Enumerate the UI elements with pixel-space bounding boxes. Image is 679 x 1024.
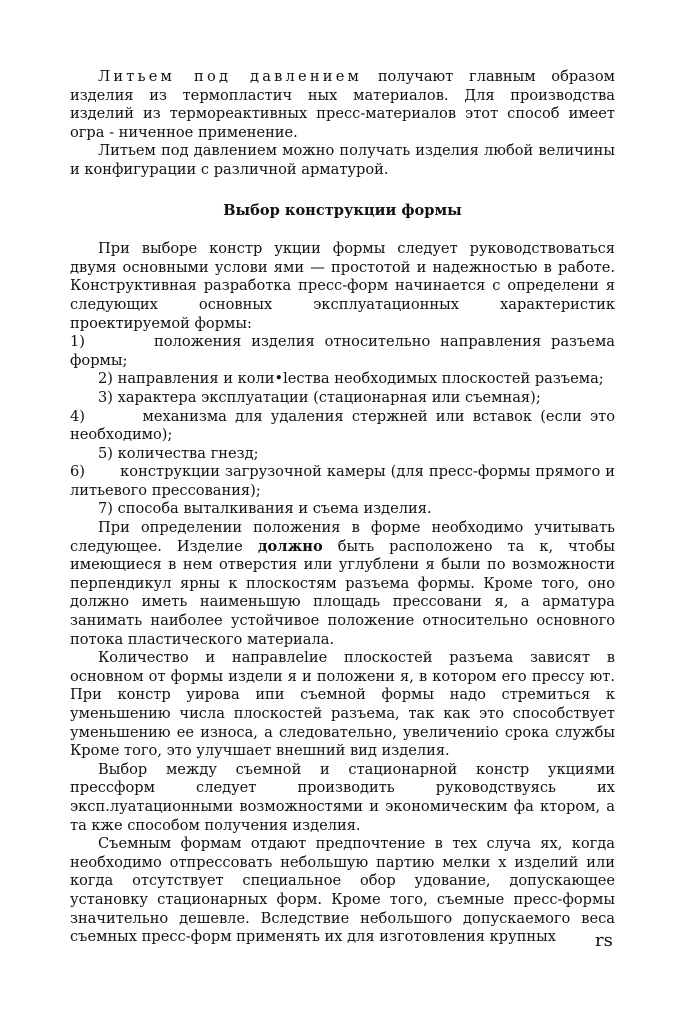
- list-item: 2) направления и коли•lecтва необходимых плоскостей разъема;: [98, 370, 604, 388]
- body-paragraph: Выбор между съемной и стационарной констр укциями прессформ следует производить руководствуясь их эксп.луатационными возможностями и экономическим фа ктором, а та кже способом получения изделия.: [70, 760, 615, 834]
- paragraph-text: получают главным образом изделия из термопластич ных материалов. Для производства изделий из термореактивных пресс-материалов этот способ имеет огра - ниченное применение.: [70, 68, 615, 141]
- body-paragraph: Съемным формам отдают предпочтение в тех случа ях, когда необходимо отпрессовать небольшую партию мелки х изделий или когда отсутствует специальное обор удование, допускающее установку стационарных форм. Кроме того, съемные пресс-формы значительно дешевле. Вследствие небольшого допускаемого веса съемных пресс-форм применять их для изготовления крупных: [70, 835, 615, 946]
- intro-paragraph: При выборе констр укции формы следует руководствоваться двумя основными услови ями — простотой и надежностью в работе. Конструктивная разработка пресс-форм начинается с определени я следующих основных эксплуатационных характеристик проектируемой формы:: [70, 240, 615, 332]
- list-item: 1) положения изделия относительно направления разъема формы;: [70, 333, 615, 369]
- paragraph-text: При определении положения в форме необходимо учитывать следующее. Изделие: [70, 519, 615, 555]
- body-paragraph: [70, 519, 615, 649]
- section-heading: Выбор конструкции формы: [223, 201, 462, 219]
- list-item: 5) количества гнезд;: [98, 444, 259, 462]
- list-item: 6) конструкции загрузочной камеры (для пресс-формы прямого и литьевого прессования);: [70, 463, 615, 499]
- emphasized-lead: Литьем под давлением: [98, 68, 363, 85]
- list-item: 3) характера эксплуатации (стационарная или съемная);: [98, 388, 541, 406]
- paragraph-text: быть расположено та к, чтобы имеющиеся в нем отверстия или углублени я были по возможности перпендикул ярны к плоскостям разъема формы. Кроме того, оно должно иметь наименьшую площадь прессовани я, а арматура занимать наиболее устойчивое положение относительно основного потока пластического материала.: [70, 537, 616, 648]
- list-item: 4) механизма для удаления стержней или вставок (если это необходимо);: [70, 407, 615, 444]
- paragraph-2: Литьем под давлением можно получать изделия любой величины и конфигурации с различной арматурой.: [70, 142, 615, 178]
- list-item: 7) способа выталкивания и съема изделия.: [98, 500, 432, 518]
- bold-word: должно: [257, 537, 323, 555]
- body-paragraph: Количество и направлеlие плоскостей разъема зависят в основном от формы издели я и положени я, в котором его прессу ют. При констр уирова ипи съемной формы надо стремиться к уменьшению числа плоскостей разъема, так как это способствует уменьшению ее износа, а следовательно, увеличениio срока службы Кроме того, это улучшает внешний вид изделия.: [70, 649, 615, 760]
- text-column: [70, 68, 615, 947]
- page-number: rs: [595, 930, 613, 951]
- paragraph-1: [70, 68, 615, 142]
